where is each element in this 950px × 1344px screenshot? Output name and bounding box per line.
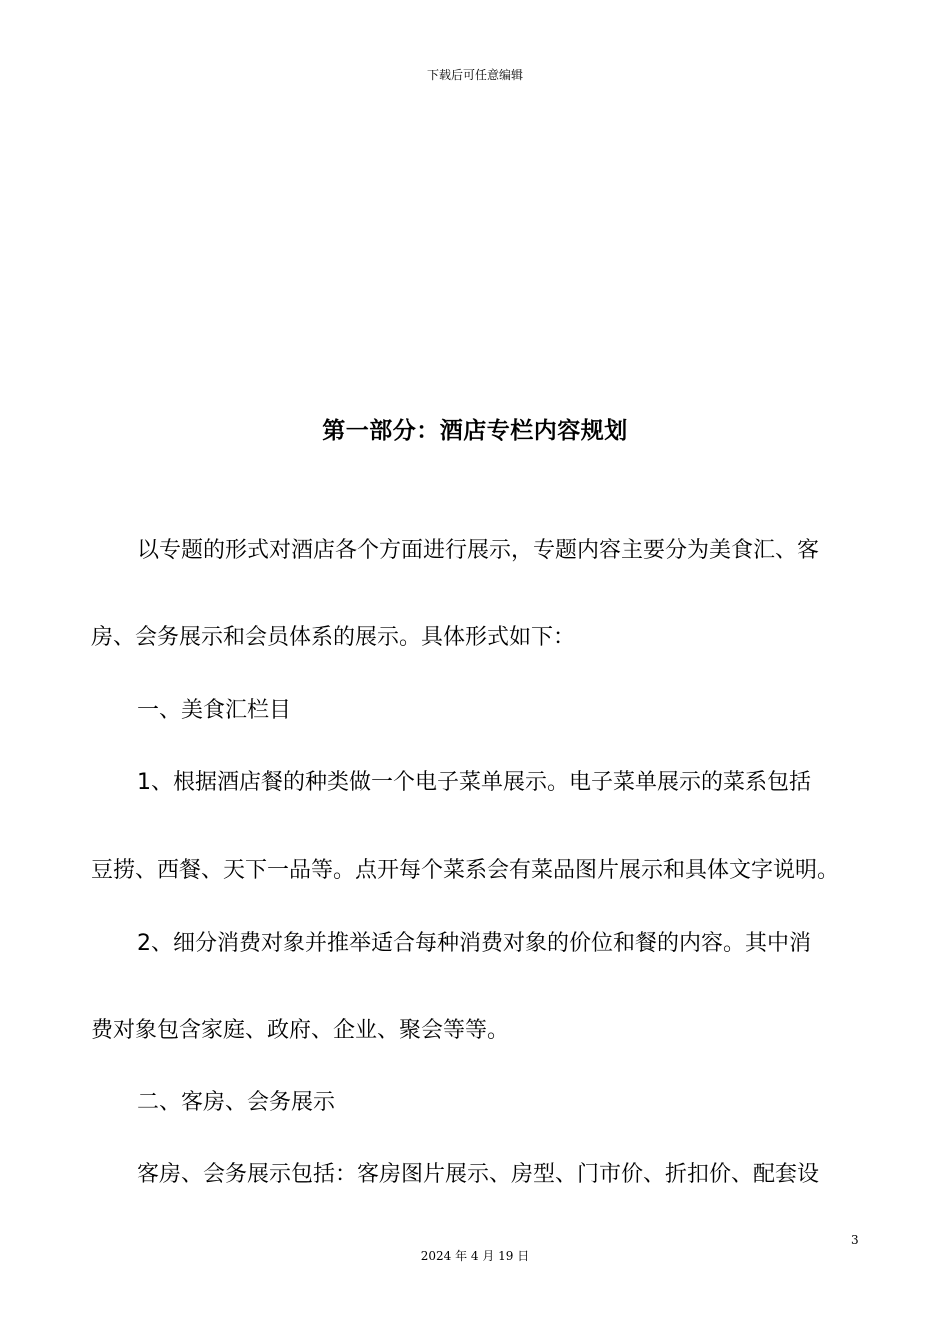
page-header: 下载后可任意编辑 <box>426 68 523 82</box>
section-title: 第一部分：酒店专栏内容规划 <box>322 418 628 444</box>
page-number: 3 <box>851 1233 859 1247</box>
page-footer-date: 2024 年 4 月 19 日 <box>420 1249 530 1263</box>
paragraph-line: 房、会务展示和会员体系的展示。具体形式如下： <box>91 625 576 650</box>
paragraph-line: 2、细分消费对象并推举适合每种消费对象的价位和餐的内容。其中消 <box>137 931 811 956</box>
section-heading: 二、客房、会务展示 <box>137 1090 336 1115</box>
paragraph-line: 1、根据酒店餐的种类做一个电子菜单展示。电子菜单展示的菜系包括 <box>137 770 811 795</box>
section-heading: 一、美食汇栏目 <box>137 698 292 723</box>
paragraph-line: 以专题的形式对酒店各个方面进行展示，专题内容主要分为美食汇、客 <box>137 538 820 563</box>
paragraph-line: 客房、会务展示包括：客房图片展示、房型、门市价、折扣价、配套设 <box>137 1162 820 1187</box>
paragraph-line: 豆捞、西餐、天下一品等。点开每个菜系会有菜品图片展示和具体文字说明。 <box>91 858 840 883</box>
paragraph-line: 费对象包含家庭、政府、企业、聚会等等。 <box>91 1018 510 1043</box>
